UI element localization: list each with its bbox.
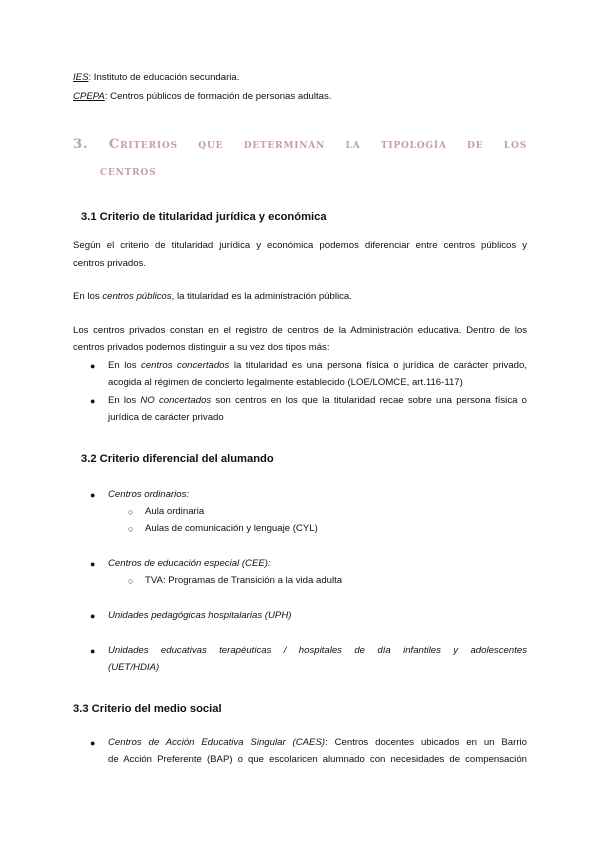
s32-item-ordinarios: Centros ordinarios: xyxy=(108,489,190,500)
text-italic: centros públicos xyxy=(102,291,172,302)
s33-bullet1-line1 xyxy=(108,734,527,752)
abbr-ies xyxy=(73,69,527,87)
bullet-icon: ● xyxy=(90,611,96,621)
text-italic: NO concertados xyxy=(140,395,212,406)
s33-bullet1-line2: de Acción Preferente (BAP) o que escolaricen alumnado con necesidades de compensación xyxy=(108,754,527,765)
s32-item-cee: Centros de educación especial (CEE): xyxy=(108,558,271,569)
text-italic: centros concertados xyxy=(141,360,230,371)
s31-bullet1-line1 xyxy=(108,357,527,375)
abbr-def: : Centros públicos de formación de personas adultas. xyxy=(104,91,332,102)
bullet-icon: ● xyxy=(90,738,96,748)
s31-p1-line1: Según el criterio de titularidad jurídica y económica podemos diferenciar entre centros públicos y xyxy=(73,240,527,251)
section-title xyxy=(73,131,527,185)
text: En los xyxy=(108,395,141,406)
text: : Centros docentes ubicados en un Barrio xyxy=(325,737,527,748)
heading-3-2: 3.2 Criterio diferencial del alumando xyxy=(81,453,274,465)
circle-bullet-icon: ○ xyxy=(128,576,134,586)
s32-sub-tva: TVA: Programas de Transición a la vida adulta xyxy=(145,575,343,586)
section-title-line1: 3. Criterios que determinan la tipología de los xyxy=(73,137,527,152)
s31-p3-line2: centros privados podemos distinguir a su vez dos tipos más: xyxy=(73,342,330,353)
text: , la titularidad es la administración pública. xyxy=(171,291,352,302)
bullet-icon: ● xyxy=(90,361,96,371)
bullet-icon: ● xyxy=(90,490,96,500)
abbr-cpepa xyxy=(73,88,527,106)
section-title-line2: centros xyxy=(100,164,157,179)
abbr-term: IES xyxy=(73,72,89,83)
s31-bullet1-line2: acogida al régimen de concierto legalmente establecido (LOE/LOMCE, art.116-117) xyxy=(108,377,463,388)
s31-bullet2-line2: jurídica de carácter privado xyxy=(108,412,224,423)
s32-sub-cyl: Aulas de comunicación y lenguaje (CYL) xyxy=(145,523,318,534)
s32-item-uet-line2: (UET/HDIA) xyxy=(108,662,160,673)
text-italic: Centros de Acción Educativa Singular (CAES) xyxy=(108,737,326,748)
bullet-icon: ● xyxy=(90,559,96,569)
text: la titularidad es una persona física o jurídica de carácter privado, xyxy=(229,360,527,371)
abbr-def: : Instituto de educación secundaria. xyxy=(88,72,240,83)
heading-3-1: 3.1 Criterio de titularidad jurídica y económica xyxy=(81,211,327,223)
circle-bullet-icon: ○ xyxy=(128,507,134,517)
circle-bullet-icon: ○ xyxy=(128,524,134,534)
s31-p3-line1: Los centros privados constan en el registro de centros de la Administración educativa. Dentro de los xyxy=(73,325,527,336)
bullet-icon: ● xyxy=(90,646,96,656)
heading-3-3: 3.3 Criterio del medio social xyxy=(73,703,222,715)
s32-item-uph: Unidades pedagógicas hospitalarias (UPH) xyxy=(108,610,292,621)
text: En los xyxy=(108,360,142,371)
s31-p2 xyxy=(73,288,527,306)
abbr-term: CPEPA xyxy=(73,91,105,102)
s31-bullet2-line1 xyxy=(108,392,527,410)
text: En los xyxy=(73,291,103,302)
s31-p1-line2: centros privados. xyxy=(73,258,147,269)
text: son centros en los que la titularidad recae sobre una persona física o xyxy=(211,395,527,406)
bullet-icon: ● xyxy=(90,396,96,406)
s32-item-uet-line1: Unidades educativas terapéuticas / hospitales de día infantiles y adolescentes xyxy=(108,645,527,656)
s32-sub-aula-ordinaria: Aula ordinaria xyxy=(145,506,205,517)
